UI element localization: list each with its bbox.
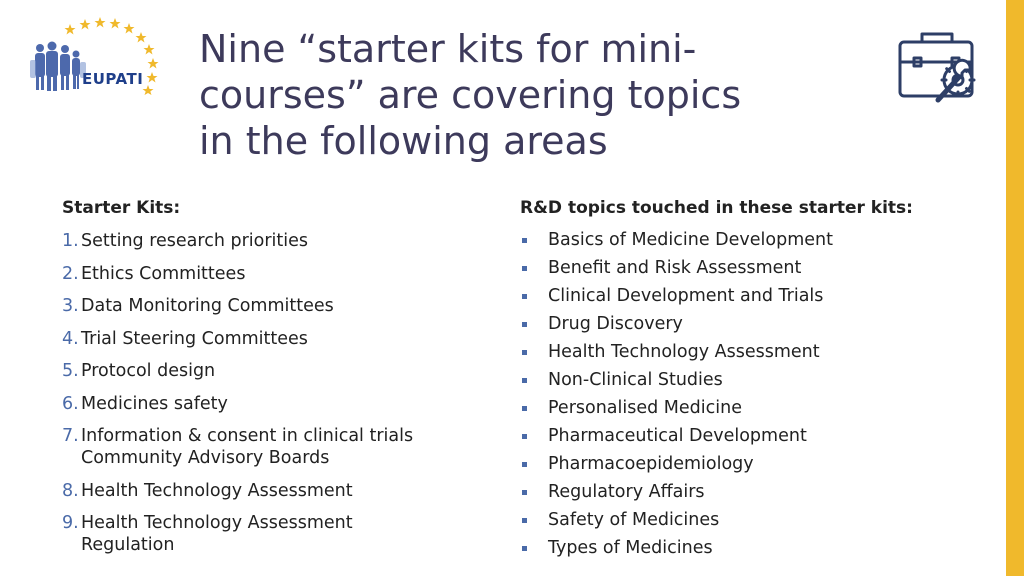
list-item-text: Data Monitoring Committees <box>81 296 334 316</box>
list-item-text: Clinical Development and Trials <box>548 286 824 306</box>
bullet-icon <box>522 322 527 327</box>
list-number: 2. <box>62 263 79 284</box>
list-item-text: Ethics Committees <box>81 263 246 284</box>
list-item-text: Non-Clinical Studies <box>548 370 723 390</box>
list-number: 6. <box>62 393 79 414</box>
list-number: 8. <box>62 480 79 501</box>
list-item <box>520 534 990 562</box>
list-item-text: Health Technology Assessment <box>548 342 820 362</box>
list-item-text: Safety of Medicines <box>548 510 720 530</box>
list-item-text: Information & consent in clinical trials <box>81 426 414 446</box>
list-item <box>62 263 492 285</box>
list-item-text: Benefit and Risk Assessment <box>548 258 802 278</box>
list-item <box>520 478 990 506</box>
list-item-text: Community Advisory Boards <box>81 448 330 468</box>
list-item-text: Setting research priorities <box>81 231 309 251</box>
list-item <box>520 450 990 478</box>
logo-text: EUPATI <box>82 70 144 88</box>
list-item <box>62 425 492 469</box>
rd-topics-heading: R&D topics touched in these starter kits: <box>520 198 913 218</box>
list-item-text: Pharmacoepidemiology <box>548 454 754 474</box>
list-item <box>62 295 492 317</box>
title-line: in the following areas <box>199 119 608 163</box>
bullet-icon <box>522 434 527 439</box>
list-item-text: Personalised Medicine <box>548 398 742 418</box>
list-item <box>520 310 990 338</box>
starter-kits-heading: Starter Kits: <box>62 198 181 218</box>
list-item <box>62 480 492 502</box>
list-item <box>62 360 492 382</box>
accent-stripe <box>1006 0 1024 576</box>
bullet-icon <box>522 462 527 467</box>
list-item-text: Basics of Medicine Development <box>548 230 833 250</box>
bullet-icon <box>522 378 527 383</box>
bullet-icon <box>522 238 527 243</box>
list-item-text: Types of Medicines <box>548 538 713 558</box>
list-item-text: Protocol design <box>81 361 216 381</box>
bullet-icon <box>522 294 527 299</box>
list-item-text: Health Technology Assessment <box>81 480 353 501</box>
bullet-icon <box>522 490 527 495</box>
bullet-icon <box>522 546 527 551</box>
rd-topics-list <box>520 226 990 562</box>
list-item <box>520 394 990 422</box>
list-item-text: Regulation <box>81 535 175 555</box>
list-item <box>520 366 990 394</box>
list-item <box>62 328 492 350</box>
list-number: 3. <box>62 296 79 316</box>
list-item <box>62 512 492 556</box>
list-item <box>520 422 990 450</box>
list-number: 4. <box>62 328 79 349</box>
toolbox-gear-icon <box>894 28 984 106</box>
eupati-logo <box>30 16 170 96</box>
list-item-text: Medicines safety <box>81 393 228 414</box>
page-title <box>199 26 839 164</box>
bullet-icon <box>522 518 527 523</box>
title-line: courses” are covering topics <box>199 73 742 117</box>
bullet-icon <box>522 266 527 271</box>
starter-kits-list <box>62 230 492 567</box>
bullet-icon <box>522 350 527 355</box>
list-number: 7. <box>62 426 79 446</box>
list-item <box>520 506 990 534</box>
list-item <box>62 230 492 252</box>
list-item <box>62 393 492 415</box>
list-number: 5. <box>62 361 79 381</box>
list-item-text: Trial Steering Committees <box>81 328 308 349</box>
list-number: 9. <box>62 513 79 533</box>
list-number: 1. <box>62 231 79 251</box>
list-item <box>520 226 990 254</box>
list-item-text: Pharmaceutical Development <box>548 426 807 446</box>
bullet-icon <box>522 406 527 411</box>
list-item-text: Health Technology Assessment <box>81 513 353 533</box>
list-item-text: Drug Discovery <box>548 314 683 334</box>
title-line: Nine “starter kits for mini- <box>199 27 697 71</box>
list-item <box>520 282 990 310</box>
list-item-text: Regulatory Affairs <box>548 482 705 502</box>
list-item <box>520 254 990 282</box>
list-item <box>520 338 990 366</box>
